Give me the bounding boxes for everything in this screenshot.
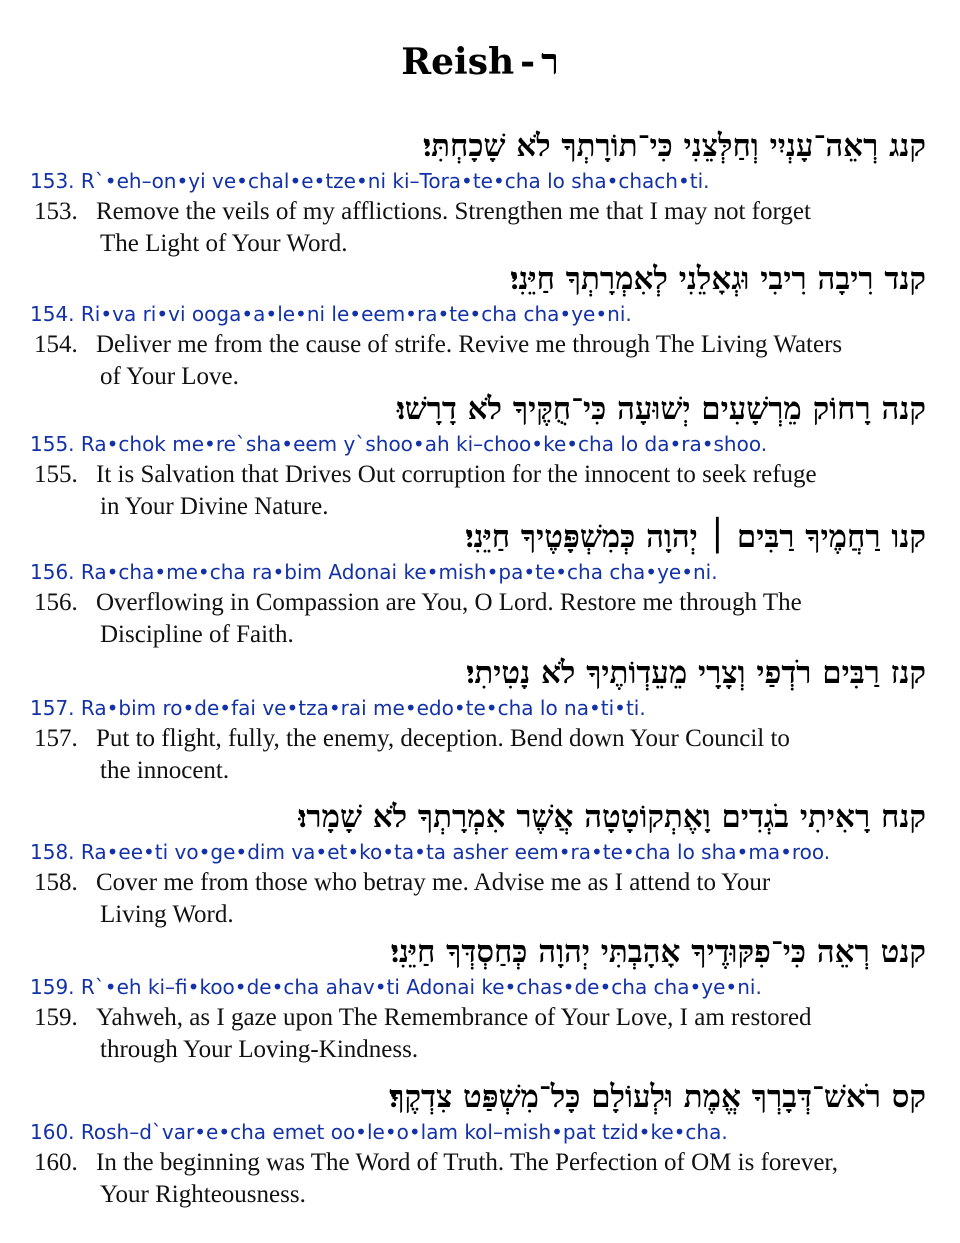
transliteration: 155. Ra•chok me•re`sha•eem y`shoo•ah ki–choo•ke•cha lo da•ra•shoo. <box>30 432 768 456</box>
verse-number: 159. <box>34 1004 78 1031</box>
english-line-1: Yahweh, as I gaze upon The Remembrance of Your Love, I am restored <box>96 1004 812 1031</box>
hebrew-text: קנז רַבִּים רֹדְפַי וְצָרָי מֵעֵדְוֹתֶיךָ לֹא נָטִיתִי׃ <box>466 655 926 691</box>
transliteration: 160. Rosh–d`var•e•cha emet oo•le•o•lam kol–mish•pat tzid•ke•cha. <box>30 1120 728 1144</box>
english-line-2: Your Righteousness. <box>100 1181 306 1208</box>
verse-number: 154. <box>34 331 78 358</box>
hebrew-text: קנט רְאֵה כִּי־פִקּוּדֶיךָ אָהָבְתִּי יְהוָה כְּחַסְדְּךָ חַיֵּנִי׃ <box>390 934 926 970</box>
english-translation <box>34 587 934 651</box>
title-separator: - <box>520 41 536 83</box>
title-letter: ר <box>541 41 559 83</box>
english-translation <box>34 196 934 260</box>
english-line-2: of Your Love. <box>100 363 239 390</box>
transliteration: 153. R`•eh–on•yi ve•chal•e•tze•ni ki–Tora•te•cha lo sha•chach•ti. <box>30 169 710 193</box>
hebrew-text: קנה רָחוֹק מֵרְשָׁעִים יְשׁוּעָה כִּי־חֻקֶּיךָ לֹא דָרָשׁוּ׃ <box>396 391 926 427</box>
transliteration: 158. Ra•ee•ti vo•ge•dim va•et•ko•ta•ta asher eem•ra•te•cha lo sha•ma•roo. <box>30 840 831 864</box>
english-line-2: the innocent. <box>100 757 230 784</box>
transliteration: 154. Ri•va ri•vi ooga•a•le•ni le•eem•ra•te•cha cha•ye•ni. <box>30 302 632 326</box>
english-line-2: Living Word. <box>100 901 234 928</box>
hebrew-text: קנג רְאֵה־עָנְיִי וְחַלְּצֵנִי כִּי־תוֹרָתְךָ לֹא שָׁכָחְתִּי׃ <box>422 128 926 164</box>
hebrew-text: קס רֹאשׁ־דְּבָרְךָ אֱמֶת וּלְעוֹלָם כָּל־מִשְׁפַּט צִדְקֶךָ׃ <box>389 1079 926 1115</box>
english-translation <box>34 459 934 523</box>
english-line-1: Deliver me from the cause of strife. Revive me through The Living Waters <box>96 331 843 358</box>
hebrew-text: קנו רַחֲמֶיךָ רַבִּים ׀ יְהוָה כְּמִשְׁפָּטֶיךָ חַיֵּנִי׃ <box>465 519 926 555</box>
english-line-1: Cover me from those who betray me. Advise me as I attend to Your <box>96 869 771 896</box>
verse-number: 158. <box>34 869 78 896</box>
english-translation <box>34 1002 934 1066</box>
hebrew-text: קנח רָאִיתִי בֹגְדִים וָאֶתְקוֹטָטָה אֲשֶׁר אִמְרָתְךָ לֹא שָׁמָרוּ׃ <box>298 799 926 835</box>
transliteration: 156. Ra•cha•me•cha ra•bim Adonai ke•mish•pa•te•cha cha•ye•ni. <box>30 560 718 584</box>
english-translation <box>34 867 934 931</box>
transliteration: 157. Ra•bim ro•de•fai ve•tza•rai me•edo•te•cha lo na•ti•ti. <box>30 696 646 720</box>
verse-number: 155. <box>34 461 78 488</box>
page-title <box>0 40 960 84</box>
hebrew-text: קנד רִיבָה רִיבִי וּגְאָלֵנִי לְאִמְרָתְךָ חַיֵּנִי׃ <box>510 261 926 297</box>
english-line-1: Overflowing in Compassion are You, O Lord. Restore me through The <box>96 589 802 616</box>
english-line-2: The Light of Your Word. <box>100 230 348 257</box>
verse-number: 160. <box>34 1149 78 1176</box>
english-translation <box>34 723 934 787</box>
english-line-1: It is Salvation that Drives Out corruption for the innocent to seek refuge <box>96 461 817 488</box>
english-line-1: Put to flight, fully, the enemy, deception. Bend down Your Council to <box>96 725 790 752</box>
english-line-2: Discipline of Faith. <box>100 621 294 648</box>
verse-number: 156. <box>34 589 78 616</box>
verse-number: 153. <box>34 198 78 225</box>
english-translation <box>34 329 934 393</box>
verse-number: 157. <box>34 725 78 752</box>
transliteration: 159. R`•eh ki–fi•koo•de•cha ahav•ti Adonai ke•chas•de•cha cha•ye•ni. <box>30 975 762 999</box>
english-line-2: through Your Loving-Kindness. <box>100 1036 419 1063</box>
title-name: Reish <box>401 41 515 83</box>
english-translation <box>34 1147 934 1211</box>
english-line-1: In the beginning was The Word of Truth. The Perfection of OM is forever, <box>96 1149 839 1176</box>
english-line-2: in Your Divine Nature. <box>100 493 329 520</box>
english-line-1: Remove the veils of my afflictions. Strengthen me that I may not forget <box>96 198 811 225</box>
